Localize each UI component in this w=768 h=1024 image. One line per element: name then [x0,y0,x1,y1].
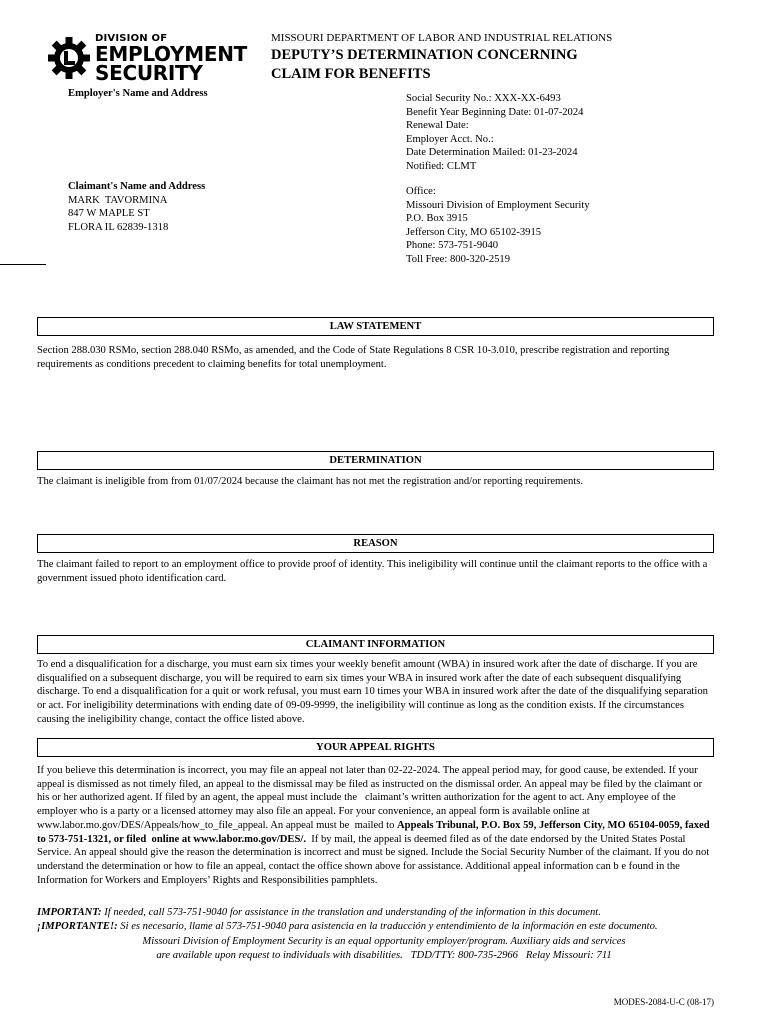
claimant-information-text: To end a disqualification for a discharge, you must earn six times your weekly benefit amount (WBA) in insured work after the date of discharge. If you are disqualified on a subsequent discharge, you will be required to earn six times your WBA in insured work after the date of each subsequent disqualifying discharge. To end a disqualification for a quit or work refusal, you must earn 10 times your WBA in insured work after the date of the disqualifying separation or act. For ineligibility determinations with ending date of 09-09-9999, the ineligibility will continue as long as the condition exists. If the circumstances causing the ineligibility change, contact the office listed above. [37,659,708,725]
appeal-rights-heading: YOUR APPEAL RIGHTS [37,738,714,757]
renewal-date-line: Renewal Date: [406,120,469,132]
office-city: Jefferson City, MO 65102-3915 [406,226,542,238]
importante-notice [37,920,727,934]
law-statement-text: Section 288.030 RSMo, section 288.040 RSMo, as amended, and the Code of State Regulations 8 CSR 10-3.010, prescribe registration and reporting requirements as conditions precedent to claiming benefits for total unemployment. [37,345,670,370]
importante-text: Si es necesario, llame al 573-751-9040 para asistencia en la traducción y entendimiento de la información en este documento. [117,921,658,932]
form-number: MODES-2084-U-C (08-17) [613,997,714,1007]
notified-line: Notified: CLMT [406,160,477,172]
important-notice [37,906,727,920]
document-title [271,46,578,84]
office-block [406,185,590,267]
employer-label: Employer's Name and Address [68,88,208,99]
appeal-text-part-1: If you believe this determination is incorrect, you may file an appeal not later than 02-22-2024. The appeal period may, for good cause, be extended. If your appeal is dismissed as not timely filed, an appeal to the dismissal may be filed as instructed on the dismissal order. An appeal may be filed by the claimant or his or her authorized agent. If filed by an agent, the appeal must include the claimant’s written authorization for the agent to act. Any employee of the employer who is a party or a licensed attorney may also file an appeal. For your convenience, an appeal form is available online at www.labor.mo.gov/DES/Appeals/how_to_file_appeal. An appeal must be mailed to [37,765,705,831]
important-text: If needed, call 573-751-9040 for assistance in the translation and understanding of the information in this document. [101,907,601,918]
appeal-text-part-2: If by mail, the appeal is deemed filed as of the date endorsed by the United States Postal Service. An appeal should give the reason the determination is incorrect and must be signed. Include the Social Security Number of the claimant. If you do not understand the determination or how to file an appeal, contact the office shown above for assistance. Additional appeal information can b e found in the Information for Workers and Employers’ Rights and Responsibilities pamphlets. [37,833,712,886]
employer-acct-line: Employer Acct. No.: [406,133,494,145]
importante-label: ¡IMPORTANTE!: [37,921,118,932]
logo-line-2: EMPLOYMENT [95,42,247,66]
determination-text: The claimant is ineligible from from 01/07/2024 because the claimant has not met the registration and/or reporting requirements. [37,476,584,487]
department-name: MISSOURI DEPARTMENT OF LABOR AND INDUSTRIAL RELATIONS [271,32,613,44]
appeal-address: Appeals Tribunal, P.O. Box 59, Jefferson City, MO 65104-0059, faxed to 573-751-1321, or filed online at www.labor.mo.gov/DES/. [37,819,713,845]
office-toll-free: Toll Free: 800-320-2519 [406,253,511,265]
ssn-line: Social Security No.: XXX-XX-6493 [406,93,561,104]
claim-info-block [406,92,583,174]
claimant-street: 847 W MAPLE ST [68,208,150,220]
des-logo [47,33,247,85]
office-label: Office: [406,186,436,197]
logo-line-1: DIVISION OF [95,33,168,44]
date-mailed-line: Date Determination Mailed: 01-23-2024 [406,147,578,159]
office-po: P.O. Box 3915 [406,213,468,225]
claimant-label: Claimant's Name and Address [68,181,206,192]
title-line-2: CLAIM FOR BENEFITS [271,66,431,82]
appeal-rights-text [37,764,713,887]
benefit-year-line: Benefit Year Beginning Date: 01-07-2024 [406,106,584,118]
divider-line [0,264,46,265]
office-name: Missouri Division of Employment Security [406,199,590,211]
claimant-information-heading: CLAIMANT INFORMATION [37,635,714,654]
claimant-name: MARK TAVORMINA [68,194,168,206]
title-line-1: DEPUTY’S DETERMINATION CONCERNING [271,47,578,63]
eoe-line-2: are available upon request to individuals with disabilities. TDD/TTY: 800-735-2966 Relay Missouri: 711 [156,950,612,961]
determination-heading: DETERMINATION [37,451,714,470]
office-phone: Phone: 573-751-9040 [406,240,499,252]
eoe-line-1: Missouri Division of Employment Security is an equal opportunity employer/program. Auxiliary aids and services [142,936,626,947]
important-label: IMPORTANT: [37,907,102,918]
logo-line-3: SECURITY [95,61,203,85]
reason-text: The claimant failed to report to an employment office to provide proof of identity. This ineligibility will continue until the claimant reports to the office with a government issued photo identification card. [37,559,708,584]
law-statement-heading: LAW STATEMENT [37,317,714,336]
claimant-city: FLORA IL 62839-1318 [68,221,169,233]
gear-logo-icon [47,35,91,81]
claimant-block [68,180,205,234]
reason-heading: REASON [37,534,714,553]
